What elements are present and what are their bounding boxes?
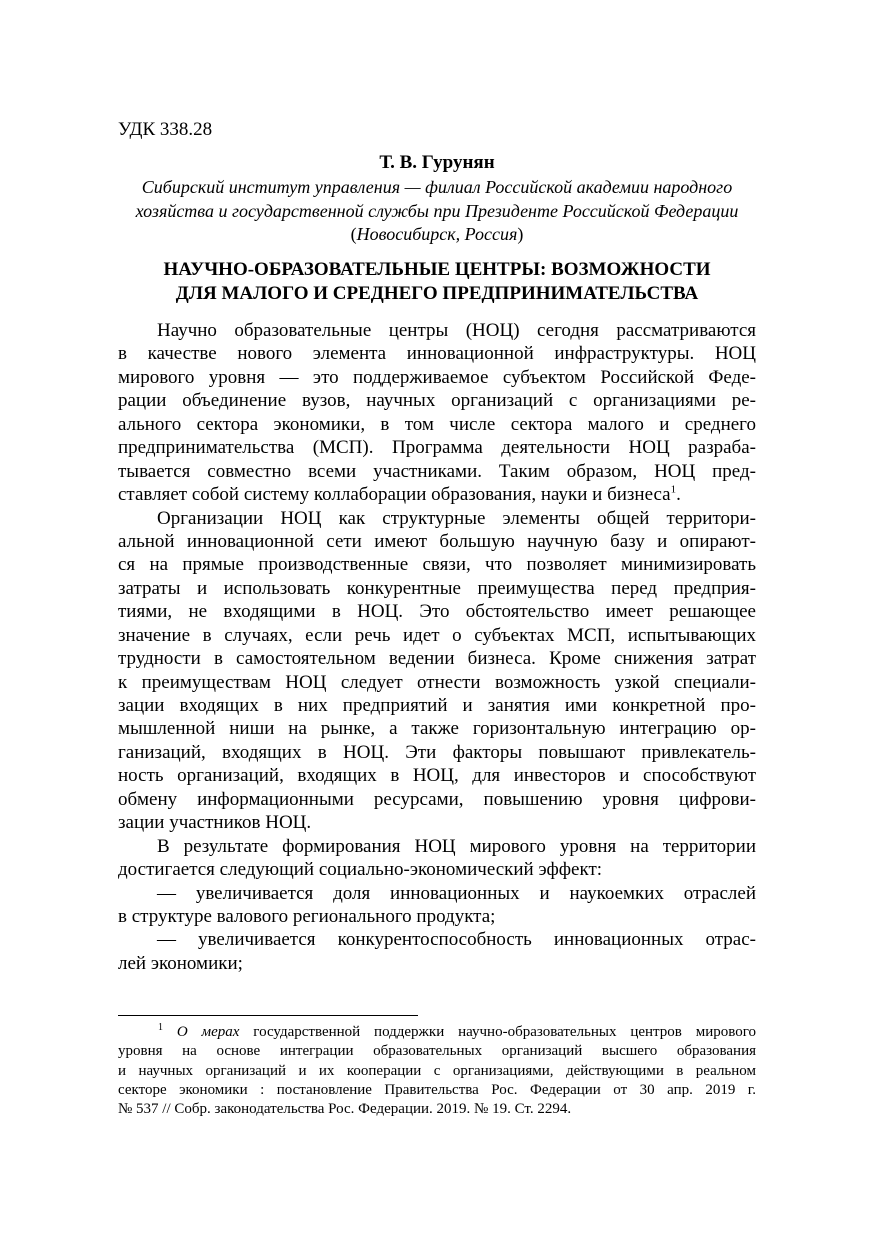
location-paren-open: ( bbox=[350, 224, 357, 244]
body-line: лей экономики; bbox=[118, 952, 243, 974]
footnote-line: № 537 // Собр. законодательства Рос. Федерации. 2019. № 19. Ст. 2294. bbox=[118, 1101, 572, 1118]
body-line: зации входящих в них предприятий и занятия ими конкретной про- bbox=[118, 695, 756, 716]
body-line: значение в случаях, если речь идет о субъектах МСП, испытывающих bbox=[118, 624, 756, 646]
footnote-marker: 1 bbox=[158, 1022, 163, 1033]
body-line: В результате формирования НОЦ мирового уровня на территории bbox=[157, 835, 756, 857]
body-line: в структуре валового регионального продукта; bbox=[118, 905, 496, 927]
body-line: Научно образовательные центры (НОЦ) сегодня рассматриваются bbox=[157, 320, 756, 341]
body-line: — увеличивается доля инновационных и наукоемких отраслей bbox=[157, 882, 756, 904]
udk-code: УДК 338.28 bbox=[118, 119, 213, 140]
body-line: к преимуществам НОЦ следует отнести возможность узкой специали- bbox=[118, 671, 756, 693]
body-line: ся на прямые производственные связи, что позволяет минимизировать bbox=[118, 554, 756, 576]
body-line: — увеличивается конкурентоспособность инновационных отрас- bbox=[157, 929, 756, 951]
body-line: рации объединение вузов, научных организаций с организациями ре- bbox=[118, 390, 756, 412]
body-line: обмену информационными ресурсами, повышению уровня цифрови- bbox=[118, 788, 756, 810]
footnote-emphasis: О мерах bbox=[176, 1024, 240, 1040]
location-paren-close: ) bbox=[517, 224, 524, 244]
footnote-line-text: государственной поддержки научно-образовательных центров мирового bbox=[239, 1024, 757, 1040]
footnote-line: уровня на основе интеграции образовательных организаций высшего образования bbox=[118, 1043, 756, 1060]
body-line: ганизаций, входящих в НОЦ. Эти факторы повышают привлекатель- bbox=[118, 741, 756, 763]
body-line: в качестве нового элемента инновационной инфраструктуры. НОЦ bbox=[118, 343, 756, 365]
footnote bbox=[118, 1023, 756, 1119]
body-line: ность организаций, входящих в НОЦ, для инвесторов и способствуют bbox=[118, 765, 756, 787]
body-line: достигается следующий социально-экономический эффект: bbox=[118, 859, 603, 881]
body-line: предпринимательства (МСП). Программа деятельности НОЦ разраба- bbox=[118, 437, 756, 459]
body-line: мышленной ниши на рынке, а также горизонтальную интеграцию ор- bbox=[118, 718, 756, 740]
author-name: Т. В. Гурунян bbox=[379, 152, 495, 173]
body-line: Организации НОЦ как структурные элементы общей территори- bbox=[157, 507, 756, 529]
article-body bbox=[118, 319, 756, 975]
footnote-reference[interactable]: 1 bbox=[670, 483, 677, 496]
affiliation-line: Сибирский институт управления — филиал Российской академии народного bbox=[141, 177, 733, 197]
affiliation-location bbox=[118, 223, 756, 247]
affiliation-line: хозяйства и государственной службы при Президенте Российской Федерации bbox=[135, 200, 739, 221]
body-line: зации участников НОЦ. bbox=[118, 812, 312, 834]
article-title bbox=[118, 258, 756, 306]
body-line: затраты и использовать конкурентные преимущества перед предприя- bbox=[118, 577, 756, 599]
title-line: НАУЧНО-ОБРАЗОВАТЕЛЬНЫЕ ЦЕНТРЫ: ВОЗМОЖНОСТИ bbox=[163, 259, 711, 280]
footnote-reference-tail: . bbox=[676, 484, 681, 506]
body-line: тывается совместно всеми участниками. Таким образом, НОЦ пред- bbox=[118, 460, 756, 482]
footnote-line bbox=[118, 1023, 756, 1042]
body-line-with-footnote bbox=[118, 483, 756, 506]
body-line: тиями, не входящими в НОЦ. Это обстоятельство имеет решающее bbox=[118, 601, 756, 623]
location-text: Новосибирск, Россия bbox=[356, 224, 518, 244]
title-line: ДЛЯ МАЛОГО И СРЕДНЕГО ПРЕДПРИНИМАТЕЛЬСТВА bbox=[175, 283, 699, 304]
footnote-line: секторе экономики : постановление Правительства Рос. Федерации от 30 апр. 2019 г. bbox=[118, 1081, 756, 1098]
footnote-line: и научных организаций и их кооперации с организациями, действующими в реальном bbox=[118, 1062, 756, 1079]
body-line: ального сектора экономики, в том числе сектора малого и среднего bbox=[118, 413, 756, 435]
body-line: трудности в самостоятельном ведении бизнеса. Кроме снижения затрат bbox=[118, 648, 756, 670]
footnote-divider bbox=[118, 1015, 418, 1016]
body-line-text: ставляет собой систему коллаборации образования, науки и бизнеса bbox=[118, 484, 671, 506]
body-line: альной инновационной сети имеют большую научную базу и опирают- bbox=[118, 530, 756, 552]
affiliation bbox=[118, 176, 756, 247]
body-line: мирового уровня — это поддерживаемое субъектом Российской Феде- bbox=[118, 366, 756, 388]
